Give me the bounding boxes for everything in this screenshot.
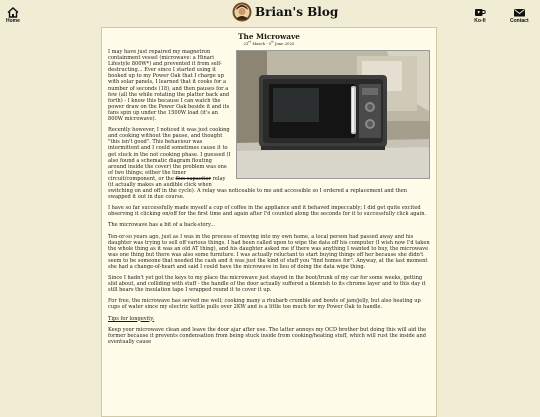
struck-text: flux capacitor bbox=[175, 175, 211, 182]
article-paragraph: Ten-or-so years ago, just as I was in the process of moving into my own home, a local person had passed away and his daughter was trying to sell off various things. I had been called upon to wipe the data off his computer (I wish now I'd taken the whole thing as it was an old AT thing), and his daughter asked me if there was anything I wanted to buy, the microwave was one thing but there was also some furniture. I was actually reluctant to start buying things off her because she didn't seem to be someone that needed the cash and it was just the kind of stuff you "find homes for". Anyway, at the last moment she had a change-of-heart and said I could have the microwave in lieu of doing the data wipe thing. bbox=[108, 233, 430, 270]
house-icon bbox=[7, 7, 19, 18]
article-paragraph: I may have just repaired my magnetron containment vessel (microwave: a Hinari Lifestyle 800W*) and prevented it from self-destructing... Ever since I started using it hooked up to my Power Oak that I charge up with solar panels, I learned that it cooks for a number of seconds (18), and then pauses for a few (all the while rotating the platter back and forth) - I know this because I can watch the power draw on the Power Oak beside it and its fans spin up under the 1500W load (it's an 800W microwave). bbox=[108, 49, 230, 123]
home-button[interactable] bbox=[6, 7, 20, 24]
site-header bbox=[0, 0, 540, 26]
home-label: Home bbox=[6, 18, 20, 24]
article-paragraph: I have so far successfully made myself a cup of coffee in the appliance and it behaved impeccably; I did get quite excited observing it clicking on/off for the first time and again after I'd counted along the seconds for it to successfully click again. bbox=[108, 205, 427, 218]
article-paragraph: For free, the microwave has served me well; cooking many a rhubarb crumble and bowls of jam/jelly, but also heating up cups of water since my electric kettle pulls over 2KW and is a little too much for my Power Oak to handle. bbox=[108, 298, 421, 311]
kofi-label: Ko-fi bbox=[474, 18, 486, 24]
article-panel bbox=[101, 27, 437, 417]
article-paragraph: The microwave has a bit of a back-story... bbox=[108, 222, 216, 229]
kofi-button[interactable] bbox=[474, 7, 486, 24]
brian-avatar-logo bbox=[232, 2, 252, 22]
site-logo-link[interactable] bbox=[232, 2, 338, 22]
article-paragraph: Recently however, I noticed it was just cooking and cooking without the pause, and thought "this isn't good". This behaviour was intermittent and I could sometimes cause it to get stuck in the not cooking phase. I guessed (I also found a schematic diagram flouting around inside the cover) the problem was one of two things; either the timer circuit/component, or the flux capacitor relay (it actually makes an audible click when switching on and off in the cycle). A relay was noticeable to me and accessible so I ordered a replacement and then swapped it out in due course. bbox=[108, 127, 408, 201]
contact-label: Contact bbox=[510, 18, 529, 24]
site-title: Brian's Blog bbox=[255, 5, 339, 19]
tips-heading: Tips for longevity. bbox=[108, 315, 155, 322]
coffee-cup-icon bbox=[474, 7, 486, 18]
article-title: The Microwave bbox=[238, 32, 300, 41]
article-paragraph: Keep your microwave clean and leave the door ajar after use. The latter annoys my OCD brother but doing this will aid the former because it prevents condensation from being stuck inside from cooking/heating stuff, which will rust the inside and eventually cause bbox=[108, 326, 427, 345]
envelope-icon bbox=[513, 7, 526, 18]
article-date: 23rd March - 5th June 2025 bbox=[243, 40, 295, 46]
microwave-photo-image bbox=[237, 51, 429, 178]
contact-button[interactable] bbox=[510, 7, 529, 24]
article-paragraph: Since I hadn't yet got the keys to my place the microwave just stayed in the boot/trunk of my car for some weeks, getting slid about, and colliding with stuff - the handle of the door actually suffered a blemish to its chrome layer and to this day it still bears the insulation tape I wrapped round it to cover it up. bbox=[108, 275, 426, 294]
microwave-photo bbox=[236, 50, 430, 179]
